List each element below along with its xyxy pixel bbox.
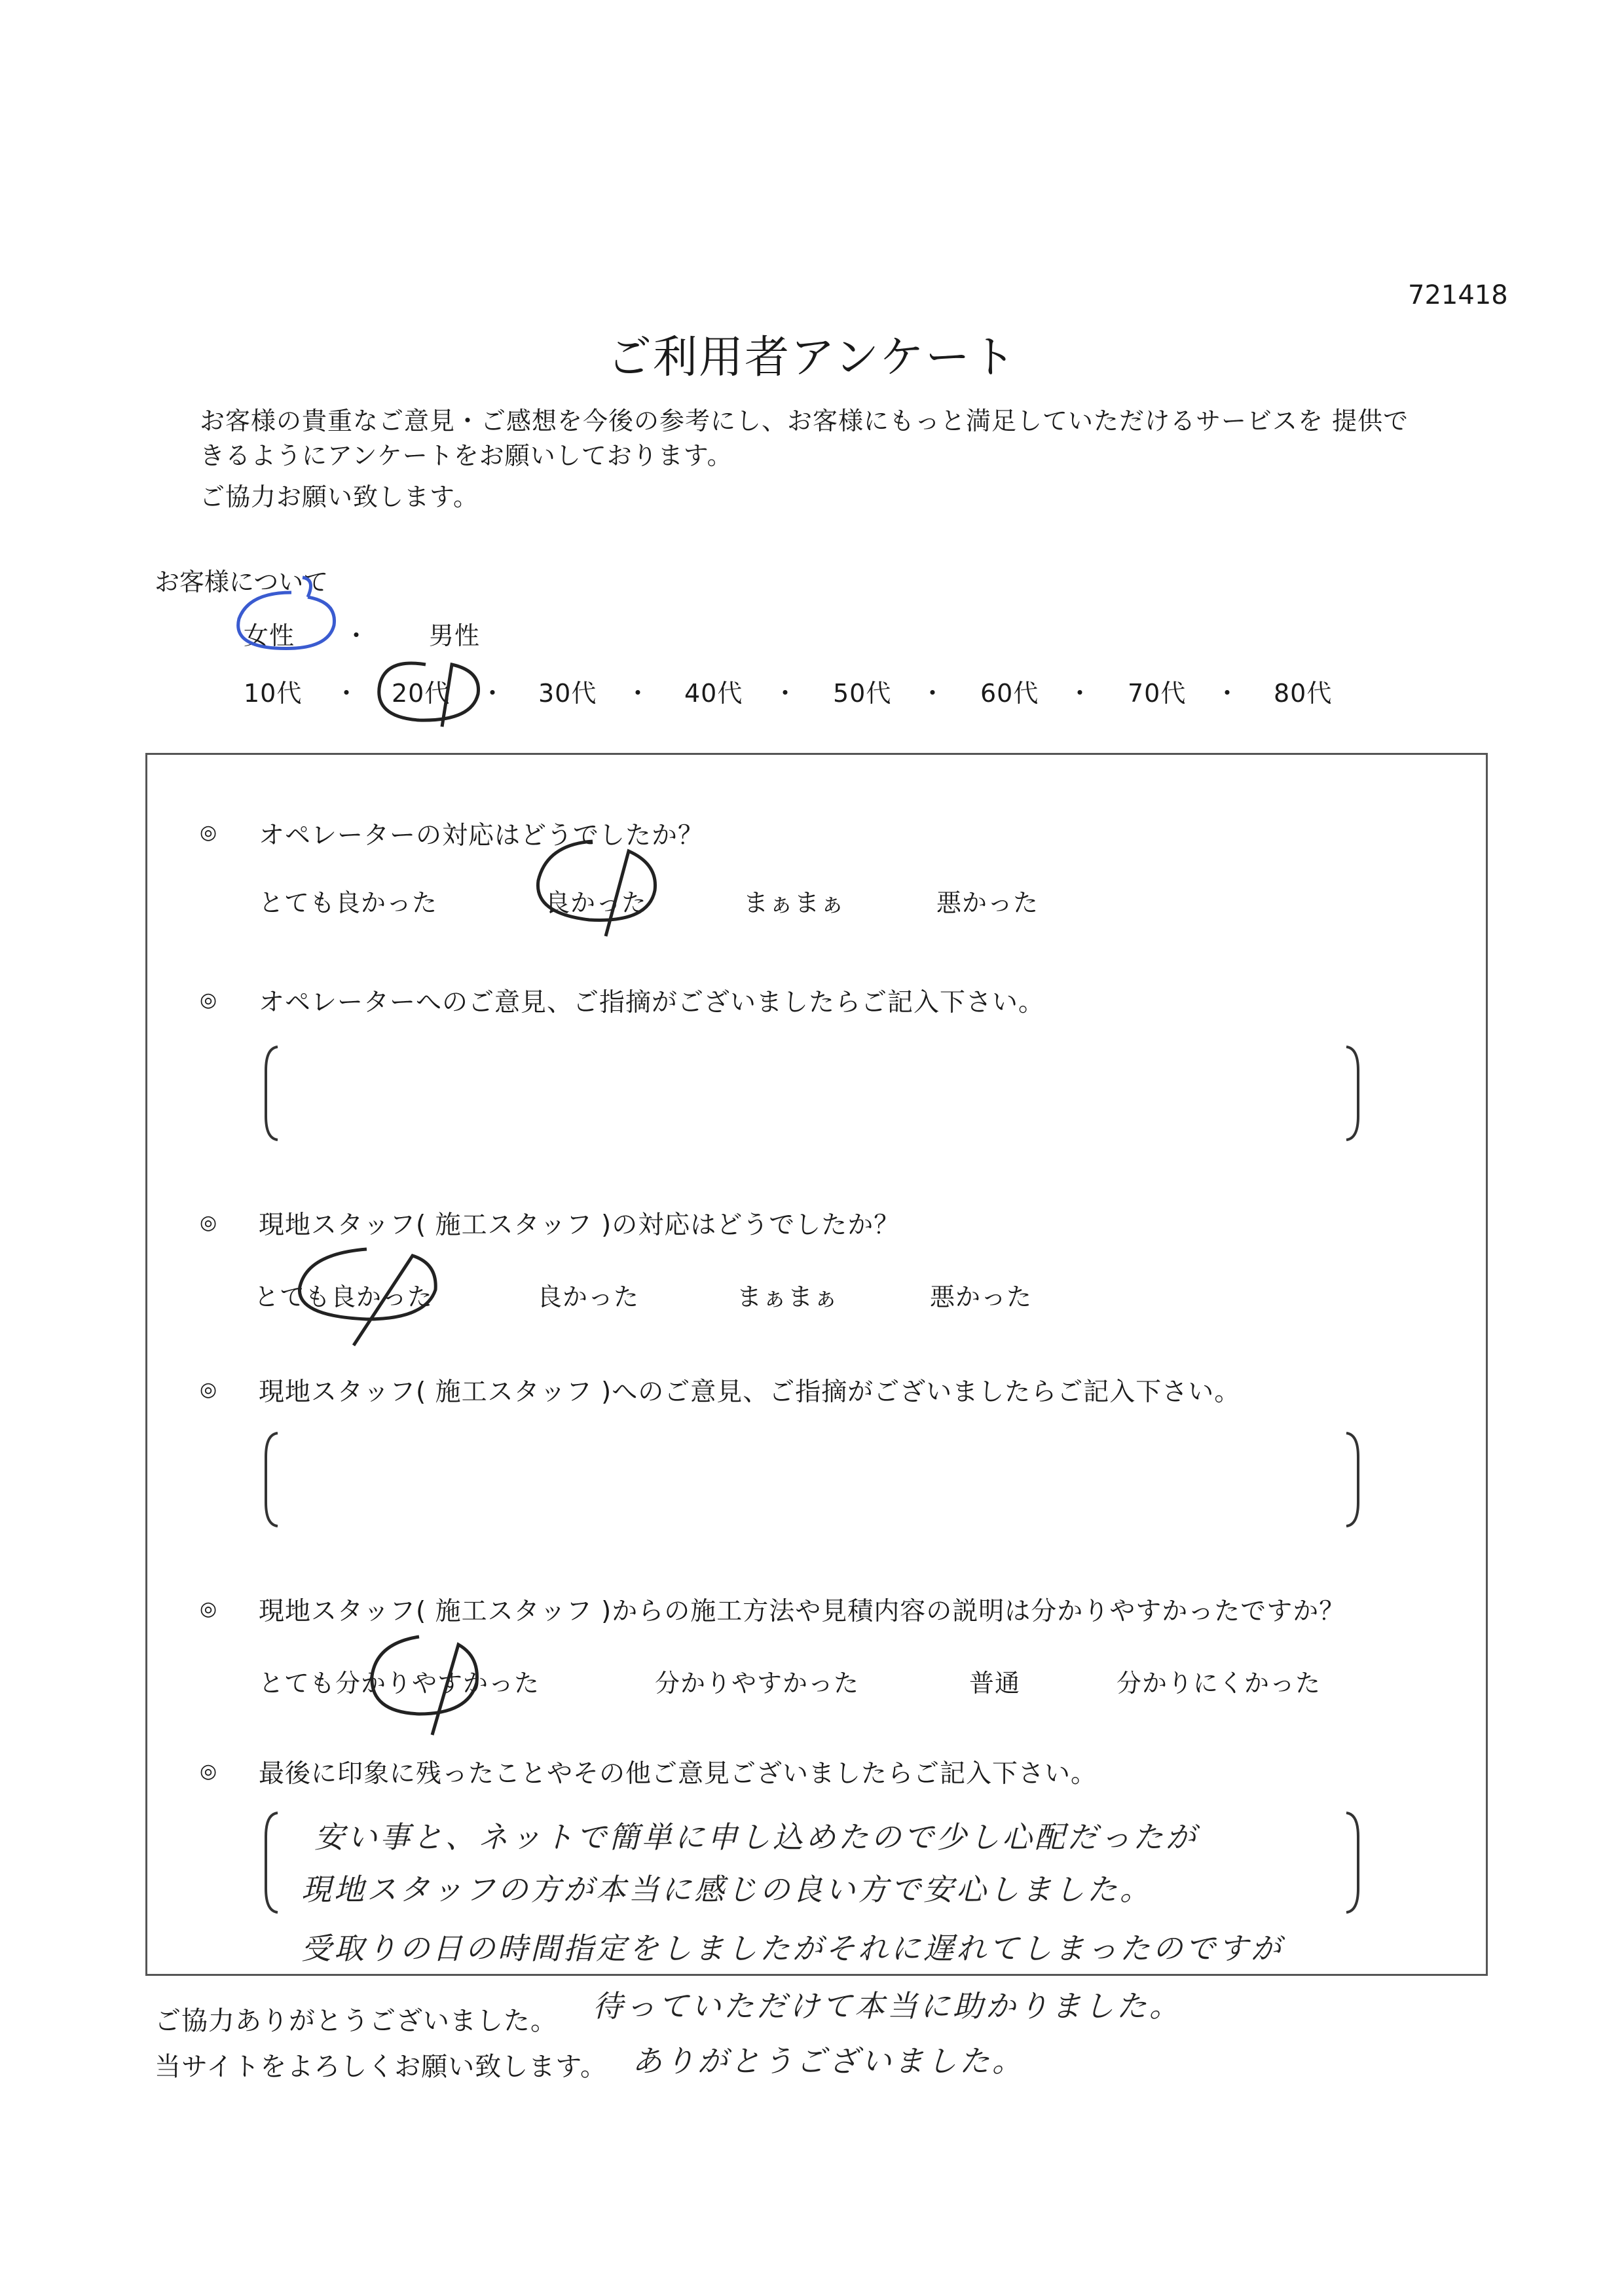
bullet-icon: ◎ [200, 1760, 217, 1783]
separator: ・ [1215, 679, 1240, 708]
age-option-20s[interactable]: 20代 [392, 679, 451, 708]
customer-heading: お客様について [155, 568, 329, 596]
q1-option-so-so[interactable]: まぁまぁ [743, 888, 846, 917]
q3-option-very-good[interactable]: とても良かった [254, 1283, 434, 1311]
question-2: オペレーターへのご意見、ご指摘がございましたらご記入下さい。 [259, 988, 1045, 1017]
separator: ・ [334, 679, 360, 708]
handwritten-line-4: 待っていただけて本当に助かりました。 [593, 1988, 1182, 2024]
handwritten-line-1: 安い事と、ネットで簡単に申し込めたので少し心配だったが [314, 1819, 1198, 1855]
survey-box [145, 753, 1488, 1976]
age-option-80s[interactable]: 80代 [1274, 679, 1333, 708]
age-option-10s[interactable]: 10代 [244, 679, 303, 708]
separator: ・ [625, 679, 651, 708]
question-4: 現地スタッフ( 施工スタッフ )へのご意見、ご指摘がございましたらご記入下さい。 [259, 1377, 1241, 1407]
bracket-icon [262, 1430, 1362, 1529]
age-option-50s[interactable]: 50代 [833, 679, 892, 708]
q1-option-bad[interactable]: 悪かった [936, 888, 1039, 917]
age-option-70s[interactable]: 70代 [1128, 679, 1187, 708]
separator: ・ [480, 679, 506, 708]
bullet-icon: ◎ [200, 1378, 217, 1401]
intro-line-1: お客様の貴重なご意見・ご感想を今後の参考にし、お客様にもっと満足していただけるサービスを 提供で [200, 407, 1409, 435]
bracket-icon [262, 1044, 1362, 1142]
q1-option-good[interactable]: 良かった [545, 888, 648, 917]
separator: ・ [920, 679, 946, 708]
q3-option-bad[interactable]: 悪かった [930, 1283, 1033, 1311]
page-title: ご利用者アンケート [607, 332, 1017, 384]
age-option-40s[interactable]: 40代 [684, 679, 743, 708]
bullet-icon: ◎ [200, 821, 217, 844]
q5-option-clear[interactable]: 分かりやすかった [655, 1669, 860, 1698]
q5-option-very-clear[interactable]: とても分かりやすかった [259, 1669, 540, 1698]
intro-line-2: きるようにアンケートをお願いしております。 [200, 441, 733, 470]
document-id: 721418 [1408, 280, 1508, 310]
closing-line-1: ご協力ありがとうございました。 [155, 2006, 557, 2036]
bullet-icon: ◎ [200, 989, 217, 1011]
bullet-icon: ◎ [200, 1597, 217, 1620]
q4-answer-field[interactable] [262, 1430, 1362, 1529]
q2-answer-field[interactable] [262, 1044, 1362, 1142]
intro-line-3: ご協力お願い致します。 [200, 483, 479, 511]
q3-option-good[interactable]: 良かった [537, 1283, 640, 1311]
gender-option-male[interactable]: 男性 [429, 621, 481, 650]
q5-option-average[interactable]: 普通 [969, 1669, 1021, 1698]
handwritten-line-3: 受取りの日の時間指定をしましたがそれに遅れてしまったのですが [301, 1931, 1283, 1966]
separator: ・ [773, 679, 798, 708]
question-6: 最後に印象に残ったことやその他ご意見ございましたらご記入下さい。 [259, 1759, 1098, 1789]
gender-option-female[interactable]: 女性 [244, 621, 295, 650]
age-option-30s[interactable]: 30代 [538, 679, 597, 708]
q5-option-unclear[interactable]: 分かりにくかった [1116, 1669, 1321, 1698]
bullet-icon: ◎ [200, 1211, 217, 1234]
separator: ・ [1067, 679, 1093, 708]
q1-option-very-good[interactable]: とても良かった [259, 888, 438, 917]
age-option-60s[interactable]: 60代 [980, 679, 1039, 708]
closing-line-2: 当サイトをよろしくお願い致します。 [155, 2052, 607, 2082]
q3-option-so-so[interactable]: まぁまぁ [737, 1283, 840, 1311]
question-5: 現地スタッフ( 施工スタッフ )からの施工方法や見積内容の説明は分かりやすかったですか？ [259, 1597, 1346, 1626]
separator: ・ [344, 621, 369, 650]
handwritten-line-2: 現地スタッフの方が本当に感じの良い方で安心しました。 [301, 1872, 1153, 1907]
question-1: オペレーターの対応はどうでしたか？ [259, 821, 705, 850]
handwritten-line-5: ありがとうございました。 [632, 2043, 1025, 2079]
question-3: 現地スタッフ( 施工スタッフ )の対応はどうでしたか？ [259, 1211, 900, 1240]
